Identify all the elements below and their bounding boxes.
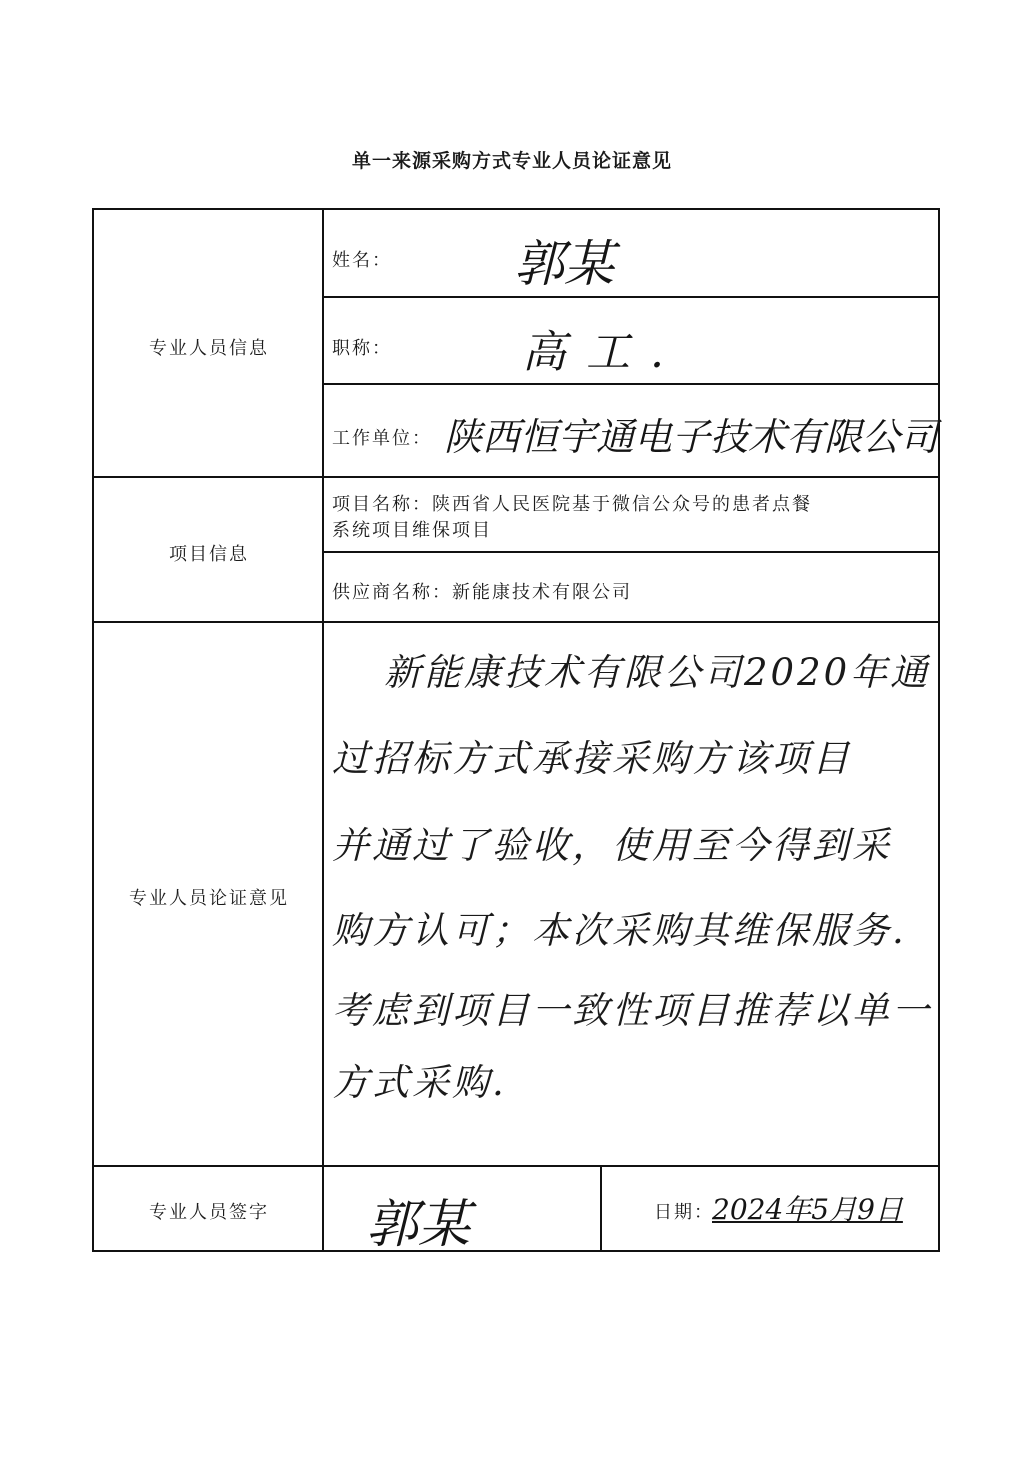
opinion-line: 购方认可；本次采购其维保服务. xyxy=(332,909,907,952)
section-expert-info: 专业人员信息 xyxy=(149,338,269,359)
unit-label: 工作单位： xyxy=(332,428,432,449)
opinion-line: 新能康技术有限公司2020年通 xyxy=(384,651,931,694)
section-signature: 专业人员签字 xyxy=(149,1202,269,1223)
project-name-cont: 系统项目维保项目 xyxy=(332,520,492,541)
name-value: 郭某 xyxy=(514,235,614,293)
row-divider xyxy=(322,551,938,553)
document-title: 单一来源采购方式专业人员论证意见 xyxy=(351,150,672,172)
title-label: 职称： xyxy=(332,338,392,359)
name-label: 姓名： xyxy=(332,250,392,271)
signature-value: 郭某 xyxy=(366,1195,471,1255)
row-divider xyxy=(322,296,938,298)
date-label: 日期： xyxy=(654,1202,714,1223)
date-value: 2024年5月9日 xyxy=(712,1193,903,1226)
form-table xyxy=(92,208,940,1255)
supplier-name: 供应商名称：新能康技术有限公司 xyxy=(332,582,632,603)
opinion-line: 方式采购. xyxy=(332,1061,507,1104)
title-value: 高工. xyxy=(522,327,684,378)
opinion-line: 考虑到项目一致性项目推荐以单一 xyxy=(332,989,932,1032)
section-project-info: 项目信息 xyxy=(169,544,249,565)
row-divider xyxy=(94,621,938,623)
row-divider xyxy=(322,383,938,385)
column-divider xyxy=(322,210,324,1251)
opinion-line: 并通过了验收，使用至今得到采 xyxy=(332,824,892,867)
project-name: 项目名称：陕西省人民医院基于微信公众号的患者点餐 xyxy=(332,494,812,515)
row-divider xyxy=(94,1165,938,1167)
opinion-line: 过招标方式承接采购方该项目 xyxy=(332,737,852,780)
column-divider xyxy=(600,1165,602,1251)
section-opinion: 专业人员论证意见 xyxy=(129,888,289,909)
unit-value: 陕西恒宇通电子技术有限公司 xyxy=(444,415,939,459)
row-divider xyxy=(94,476,938,478)
